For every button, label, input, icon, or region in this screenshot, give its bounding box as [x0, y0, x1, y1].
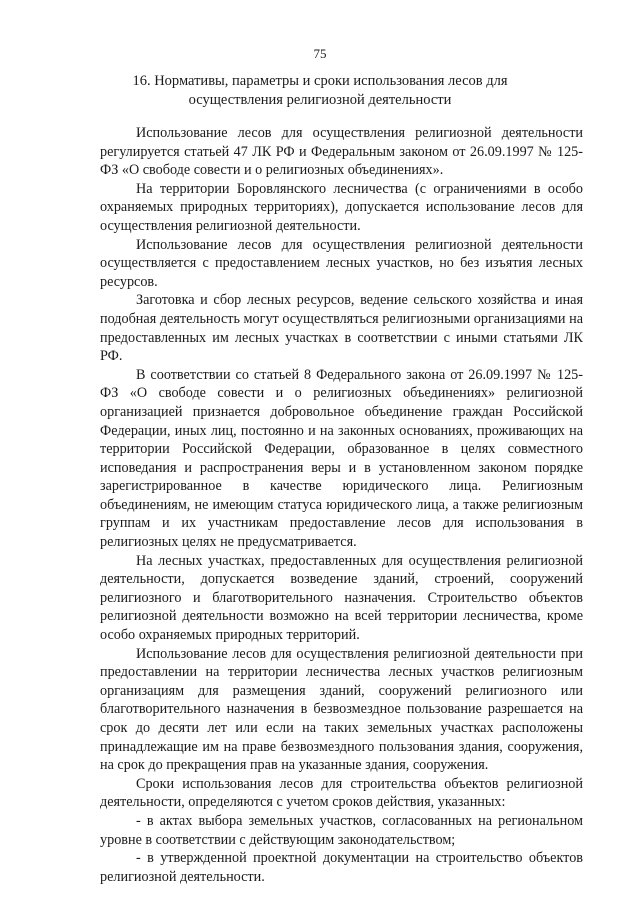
- section-heading-line-2: осуществления религиозной деятельности: [188, 92, 452, 108]
- body-text: [100, 124, 583, 886]
- section-heading: [100, 72, 540, 110]
- paragraph: На территории Боровлянского лесничества (с ограничениями в особо охраняемых природных территориях), допускается использование лесов для осуществления религиозной деятельности.: [100, 180, 583, 234]
- paragraph: Сроки использования лесов для строительства объектов религиозной деятельности, определяются с учетом сроков действия, указанных:: [100, 775, 583, 811]
- list-item: - в утвержденной проектной документации на строительство объектов религиозной деятельности.: [100, 850, 583, 885]
- paragraph: Использование лесов для осуществления религиозной деятельности осуществляется с предоставлением лесных участков, но без изъятия лесных ресурсов.: [100, 236, 583, 290]
- paragraph: В соответствии со статьей 8 Федерального закона от 26.09.1997 № 125-ФЗ «О свободе совести и о религиозных объединениях» религиозной организацией признается добровольное объединение граждан Российской Федерации, иных лиц, постоянно и на законных основаниях, проживающих на территории Российской Федерации, образованное в целях совместного исповедания и распространения веры и в установленном законом порядке зарегистрированное в качестве юридического лица. Религиозным объединениям, не имеющим статуса юридического лица, а также религиозным группам и их участникам предоставление лесов для использования в религиозных целях не предусматривается.: [100, 366, 583, 551]
- paragraph: Использование лесов для осуществления религиозной деятельности при предоставлении на территории лесничества лесных участков религиозным организациям для размещения зданий, сооружений религиозного или благотворительного назначения в безвозмездное пользование разрешается на срок до десяти лет или если на таких земельных участках расположены принадлежащие им на праве безвозмездного пользования здания, сооружения, на срок до прекращения прав на указанные здания, сооружения.: [100, 645, 583, 774]
- paragraph: На лесных участках, предоставленных для осуществления религиозной деятельности, допускается возведение зданий, строений, сооружений религиозного и благотворительного назначения. Строительство объектов религиозной деятельности возможно на всей территории лесничества, кроме особо охраняемых природных территорий.: [100, 552, 583, 644]
- section-heading-line-1: 16. Нормативы, параметры и сроки использования лесов для: [132, 73, 508, 89]
- paragraph: Заготовка и сбор лесных ресурсов, ведение сельского хозяйства и иная подобная деятельность могут осуществляться религиозными организациями на предоставленных им лесных участках в соответствии с иными статьями ЛК РФ.: [100, 292, 583, 365]
- paragraph: Использование лесов для осуществления религиозной деятельности регулируется статьей 47 ЛК РФ и Федеральным законом от 26.09.1997 № 125-ФЗ «О свободе совести и о религиозных объединениях».: [100, 125, 583, 179]
- page-number: 75: [313, 46, 327, 61]
- list-item: - в актах выбора земельных участков, согласованных на региональном уровне в соответствии с действующим законодательством;: [100, 812, 583, 848]
